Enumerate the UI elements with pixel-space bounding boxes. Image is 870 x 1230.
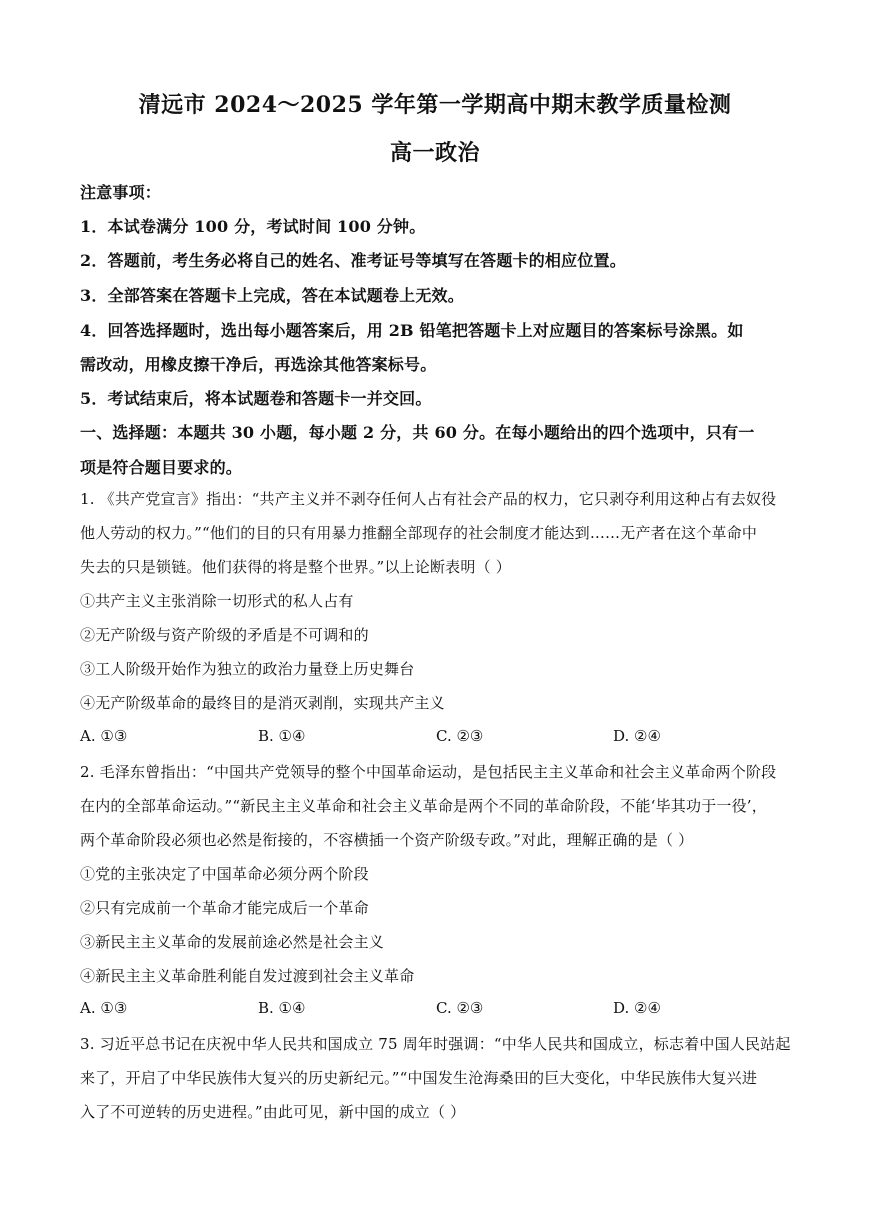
answer-option-a: A. ①③ xyxy=(80,999,128,1017)
question-stem: 2. 毛泽东曾指出：“中国共产党领导的整个中国革命运动，是包括民主主义革命和社会主义革命两个阶段 xyxy=(80,763,777,781)
question-stem: 两个革命阶段必须也必然是衔接的，不容横插一个资产阶级专政。”对此，理解正确的是（ ） xyxy=(80,831,694,849)
answer-option-d: D. ②④ xyxy=(613,727,661,745)
notice-item: 3．全部答案在答题卡上完成，答在本试题卷上无效。 xyxy=(80,286,464,305)
statement: ②无产阶级与资产阶级的矛盾是不可调和的 xyxy=(80,626,369,644)
question-stem: 他人劳动的权力。”“他们的目的只有用暴力推翻全部现存的社会制度才能达到……无产者在这个革命中 xyxy=(80,524,758,542)
notice-item: 需改动，用橡皮擦干净后，再选涂其他答案标号。 xyxy=(80,355,437,374)
answer-option-d: D. ②④ xyxy=(613,999,661,1017)
statement: ④新民主主义革命胜利能自发过渡到社会主义革命 xyxy=(80,967,415,985)
answer-option-c: C. ②③ xyxy=(436,727,484,745)
statement: ①共产主义主张消除一切形式的私人占有 xyxy=(80,592,354,610)
notice-item: 2．答题前，考生务必将自己的姓名、准考证号等填写在答题卡的相应位置。 xyxy=(80,251,626,270)
statement: ④无产阶级革命的最终目的是消灭剥削，实现共产主义 xyxy=(80,694,445,712)
answer-option-c: C. ②③ xyxy=(436,999,484,1017)
section-heading-line: 项是符合题目要求的。 xyxy=(80,458,243,477)
question-stem: 来了，开启了中华民族伟大复兴的历史新纪元。”“中国发生沧海桑田的巨大变化，中华民族伟大复兴进 xyxy=(80,1069,758,1087)
statement: ③新民主主义革命的发展前途必然是社会主义 xyxy=(80,933,385,951)
notice-heading: 注意事项： xyxy=(80,183,162,202)
notice-item: 1．本试卷满分 100 分，考试时间 100 分钟。 xyxy=(80,217,426,236)
exam-title: 清远市 2024～2025 学年第一学期高中期末教学质量检测 xyxy=(138,92,732,118)
section-heading-line: 一、选择题：本题共 30 小题，每小题 2 分，共 60 分。在每小题给出的四个选项中，只有一 xyxy=(80,423,755,442)
statement: ③工人阶级开始作为独立的政治力量登上历史舞台 xyxy=(80,660,415,678)
question-stem: 1. 《共产党宣言》指出：“共产主义并不剥夺任何人占有社会产品的权力，它只剥夺利用这种占有去奴役 xyxy=(80,490,777,508)
answer-option-a: A. ①③ xyxy=(80,727,128,745)
question-stem: 入了不可逆转的历史进程。”由此可见，新中国的成立（ ） xyxy=(80,1103,466,1121)
notice-item: 4．回答选择题时，选出每小题答案后，用 2B 铅笔把答题卡上对应题目的答案标号涂黑。如 xyxy=(80,321,744,340)
statement: ①党的主张决定了中国革命必须分两个阶段 xyxy=(80,865,369,883)
question-stem: 失去的只是锁链。他们获得的将是整个世界。”以上论断表明（ ） xyxy=(80,558,511,576)
statement: ②只有完成前一个革命才能完成后一个革命 xyxy=(80,899,369,917)
question-stem: 在内的全部革命运动。”“新民主主义革命和社会主义革命是两个不同的革命阶段，不能‘毕其功于一役’， xyxy=(80,797,767,815)
answer-option-b: B. ①④ xyxy=(258,727,306,745)
question-stem: 3. 习近平总书记在庆祝中华人民共和国成立 75 周年时强调：“中华人民共和国成立，标志着中国人民站起 xyxy=(80,1035,791,1053)
notice-item: 5．考试结束后，将本试题卷和答题卡一并交回。 xyxy=(80,389,432,408)
exam-subject: 高一政治 xyxy=(389,140,480,166)
answer-option-b: B. ①④ xyxy=(258,999,306,1017)
